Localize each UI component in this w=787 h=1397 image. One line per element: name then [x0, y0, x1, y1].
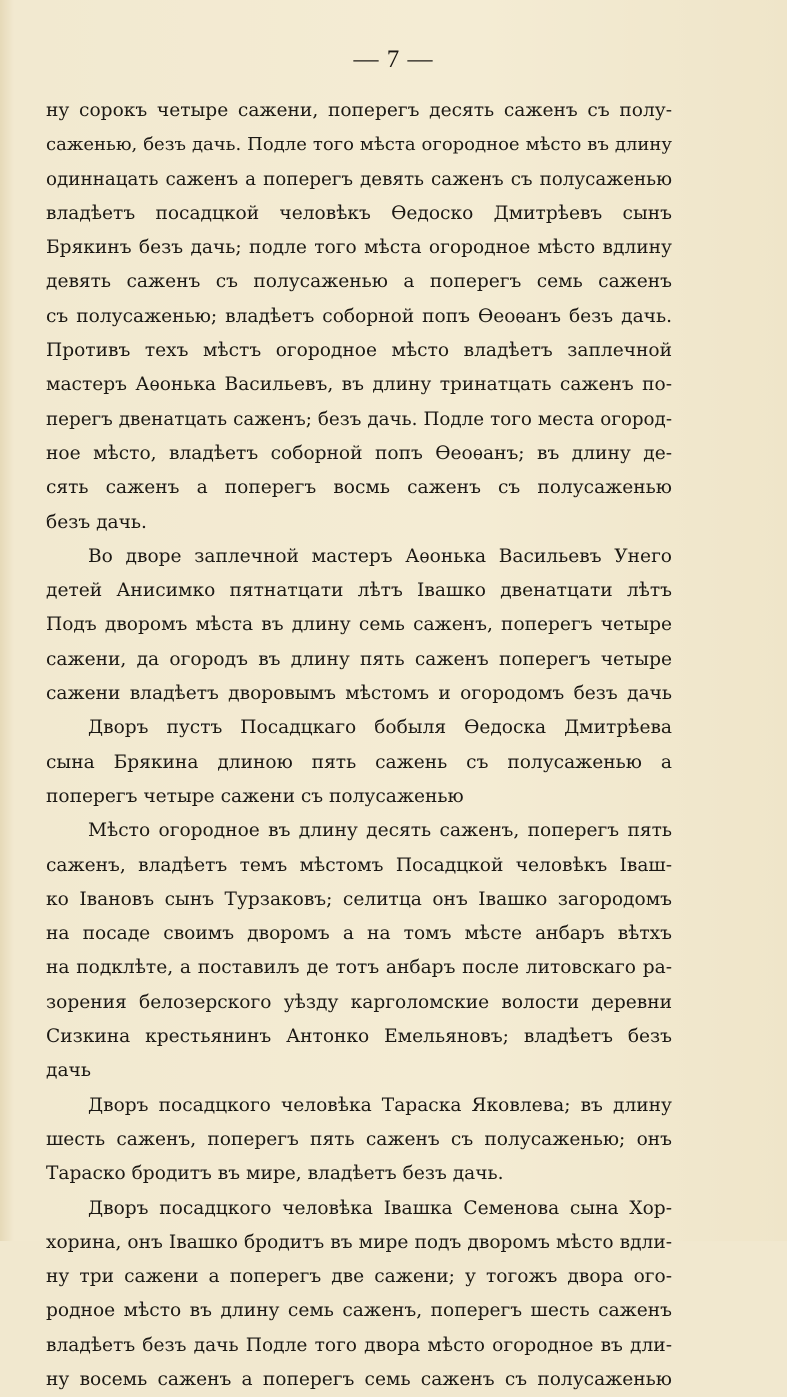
text-line: ное мѣсто, владѣетъ соборной попъ Ѳеоѳанъ; въ длину де-: [46, 442, 672, 464]
page-number: — 7 —: [353, 46, 434, 73]
text-line: Сизкина крестьянинъ Антонко Емельяновъ; владѣетъ безъ: [46, 1026, 672, 1048]
text-line: мастеръ Аѳонька Васильевъ, въ длину тринатцать саженъ по-: [46, 374, 672, 396]
text-line: одиннацать саженъ а поперегъ девять саженъ съ полусаженью: [46, 168, 672, 190]
text-line: на посаде своимъ дворомъ а на томъ мѣсте анбаръ вѣтхъ: [46, 923, 672, 945]
text-line: Дворъ пустъ Посадцкаго бобыля Ѳедоска Дмитрѣева: [88, 717, 672, 739]
text-line: Подъ дворомъ мѣста въ длину семь саженъ, поперегъ четыре: [46, 614, 672, 636]
text-line: перегъ двенатцать саженъ; безъ дачь. Подле того места огород-: [46, 408, 672, 430]
text-line: Противъ техъ мѣстъ огородное мѣсто владѣетъ заплечной: [46, 340, 672, 362]
text-line: Тараско бродитъ въ мире, владѣетъ безъ дачь.: [46, 1163, 504, 1185]
text-line: ну восемь саженъ а поперегъ семь саженъ съ полусаженью: [46, 1368, 672, 1390]
text-line: саженью, безъ дачь. Подле того мѣста огородное мѣсто въ длину: [46, 134, 672, 156]
text-line: Мѣсто огородное въ длину десять саженъ, поперегъ пять: [88, 820, 672, 842]
text-line: сына Брякина длиною пять сажень съ полусаженью а: [46, 751, 672, 773]
text-line: безъ дачь.: [46, 511, 147, 533]
text-line: хорина, онъ Івашко бродитъ въ мире подъ дворомъ мѣсто вдли-: [46, 1231, 672, 1253]
text-line: Дворъ посадцкого человѣка Івашка Семенова сына Хор-: [88, 1197, 672, 1219]
text-line: дачь: [46, 1060, 91, 1082]
text-line: сажени, да огородъ въ длину пять саженъ поперегъ четыре: [46, 648, 672, 670]
text-line: саженъ, владѣетъ темъ мѣстомъ Посадцкой человѣкъ Іваш-: [46, 854, 672, 876]
text-line: Дворъ посадцкого человѣка Тараска Яковлева; въ длину: [88, 1094, 672, 1116]
text-line: зорения белозерского уѣзду карголомские волости деревни: [46, 991, 672, 1013]
text-line: Во дворе заплечной мастеръ Аѳонька Васильевъ Унего: [88, 545, 672, 567]
text-line: Брякинъ безъ дачь; подле того мѣста огородное мѣсто вдлину: [46, 237, 672, 259]
text-line: ну три сажени а поперегъ две сажени; у тогожъ двора ого-: [46, 1266, 672, 1288]
text-line: владѣетъ посадцкой человѣкъ Ѳедоско Дмитрѣевъ сынъ: [46, 202, 672, 224]
text-line: ну сорокъ четыре сажени, поперегъ десять саженъ съ полу-: [46, 100, 672, 121]
text-line: детей Анисимко пятнатцати лѣтъ Івашко двенатцати лѣтъ: [46, 580, 672, 602]
text-line: девять саженъ съ полусаженью а поперегъ семь саженъ: [46, 271, 672, 293]
body-text: [46, 94, 672, 1397]
text-line: родное мѣсто въ длину семь саженъ, поперегъ шесть саженъ: [46, 1300, 672, 1322]
text-line: шесть саженъ, поперегъ пять саженъ съ полусаженью; онъ: [46, 1128, 672, 1150]
text-line: сять саженъ а поперегъ восмь саженъ съ полусаженью: [46, 477, 672, 499]
text-line: ко Івановъ сынъ Турзаковъ; селитца онъ Івашко загородомъ: [46, 888, 672, 910]
text-line: поперегъ четыре сажени съ полусаженью: [46, 785, 464, 807]
text-line: владѣетъ безъ дачь Подле того двора мѣсто огородное въ дли-: [46, 1334, 672, 1356]
text-line: на подклѣте, а поставилъ де тотъ анбаръ после литовскаго ра-: [46, 957, 672, 979]
text-line: сажени владѣетъ дворовымъ мѣстомъ и огородомъ безъ дачь: [46, 683, 672, 705]
text-line: съ полусаженью; владѣетъ соборной попъ Ѳеоѳанъ безъ дачь.: [46, 305, 672, 327]
